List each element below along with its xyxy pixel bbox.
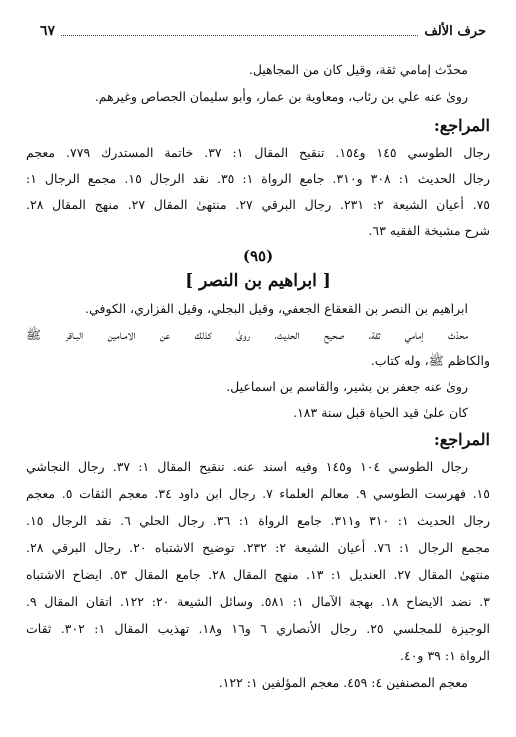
- section-title: حرف الألف: [424, 23, 486, 39]
- entry-line-5: كان علىٰ قيد الحياة قبل سنة ١٨٣.: [293, 405, 468, 420]
- prev-entry-line-2: رویٰ عنه علي بن رئاب، ومعاوية بن عمار، وأبو سليمان الجصاص وغيرهم.: [94, 89, 468, 104]
- entry-line-1: ابراهيم بن النصر بن القعقاع الجعفي، وقيل البجلي، وقيل الفزاري، الكوفي.: [85, 301, 468, 316]
- refs-heading: المراجع:: [433, 430, 490, 449]
- prev-ref-line-2: رجال الحديث ١: ٣٠٨ و٣١٠. جامع الرواة ١: ٣٥. نقد الرجال ١٥. مجمع الرجال ١:: [26, 171, 490, 186]
- entry-line-3: والكاظم ﷺ، وله كتاب.: [370, 353, 490, 368]
- header-dot-leader: [61, 26, 418, 36]
- prev-ref-line-1: رجال الطوسي ١٤٥ و١٥٤. تنقيح المقال ١: ٣٧. خاتمة المستدرك ٧٧٩. معجم: [26, 145, 490, 160]
- ref-line-9: معجم المصنفين ٤: ٤٥٩. معجم المؤلفين ١: ١٢٢.: [218, 675, 468, 690]
- ref-line-8: الرواة ١: ٣٩ و٤٠.: [400, 648, 490, 663]
- ref-line-1: رجال الطوسي ١٠٤ و١٤٥ وفيه اسند عنه. تنقيح المقال ١: ٣٧. رجال النجاشي: [26, 459, 468, 474]
- entry-line-2: محدّث إمامي ثقة، صحيح الحديث، رویٰ كذلك عن الامـامين البـاقر ﷺ: [26, 327, 468, 342]
- entry-number: (٩٥): [242, 247, 274, 265]
- prev-ref-line-3: ٧٥. أعيان الشيعة ٢: ٢٣١. رجال البرقي ٢٧. منتهىٰ المقال ٢٧. منهج المقال ٢٨.: [26, 197, 490, 212]
- entry-title: [ ابراهيم بن النصر ]: [185, 271, 331, 291]
- prev-ref-line-4: شرح مشيخة الفقيه ٦٣.: [368, 223, 490, 238]
- ref-line-4: مجمع الرجال ١: ٧٦. أعيان الشيعة ٢: ٢٣٢. توضيح الاشتباه ٢٠. رجال البرقي ٢٨.: [26, 540, 490, 555]
- running-header: [40, 20, 486, 42]
- prev-entry-line-1: محدّث إمامي ثقة، وقيل كان من المجاهيل.: [248, 62, 468, 77]
- page-number: ٦٧: [40, 23, 56, 39]
- ref-line-5: منتهىٰ المقال ٢٧. العنديل ١: ١٣. منهج المقال ٢٨. جامع المقال ٥٣. ايضاح الاشتباه: [26, 567, 490, 582]
- ref-line-2: ١٥. فهرست الطوسي ٩. معالم العلماء ٧. رجال ابن داود ٣٤. معجم الثقات ٥. معجم: [26, 486, 490, 501]
- ref-line-7: الوجيزة للمجلسي ٢٥. رجال الأنصاري ٦ و١٦ و١٨. تهذيب المقال ١: ٣٠٢. ثقات: [26, 621, 490, 636]
- entry-line-4: رویٰ عنه جعفر بن بشير، والقاسم بن اسماعيل.: [226, 379, 468, 394]
- prev-refs-heading: المراجع:: [433, 116, 490, 135]
- ref-line-6: ٣. نضد الايضاح ١٨. بهجة الآمال ١: ٥٨١. وسائل الشيعة ٢٠: ١٢٢. اتقان المقال ٩.: [26, 594, 490, 609]
- ref-line-3: رجال الحديث ١: ٣١٠ و٣١١. جامع الرواة ١: ٣٦. رجال الحلي ٦. نقد الرجال ١٥.: [26, 513, 490, 528]
